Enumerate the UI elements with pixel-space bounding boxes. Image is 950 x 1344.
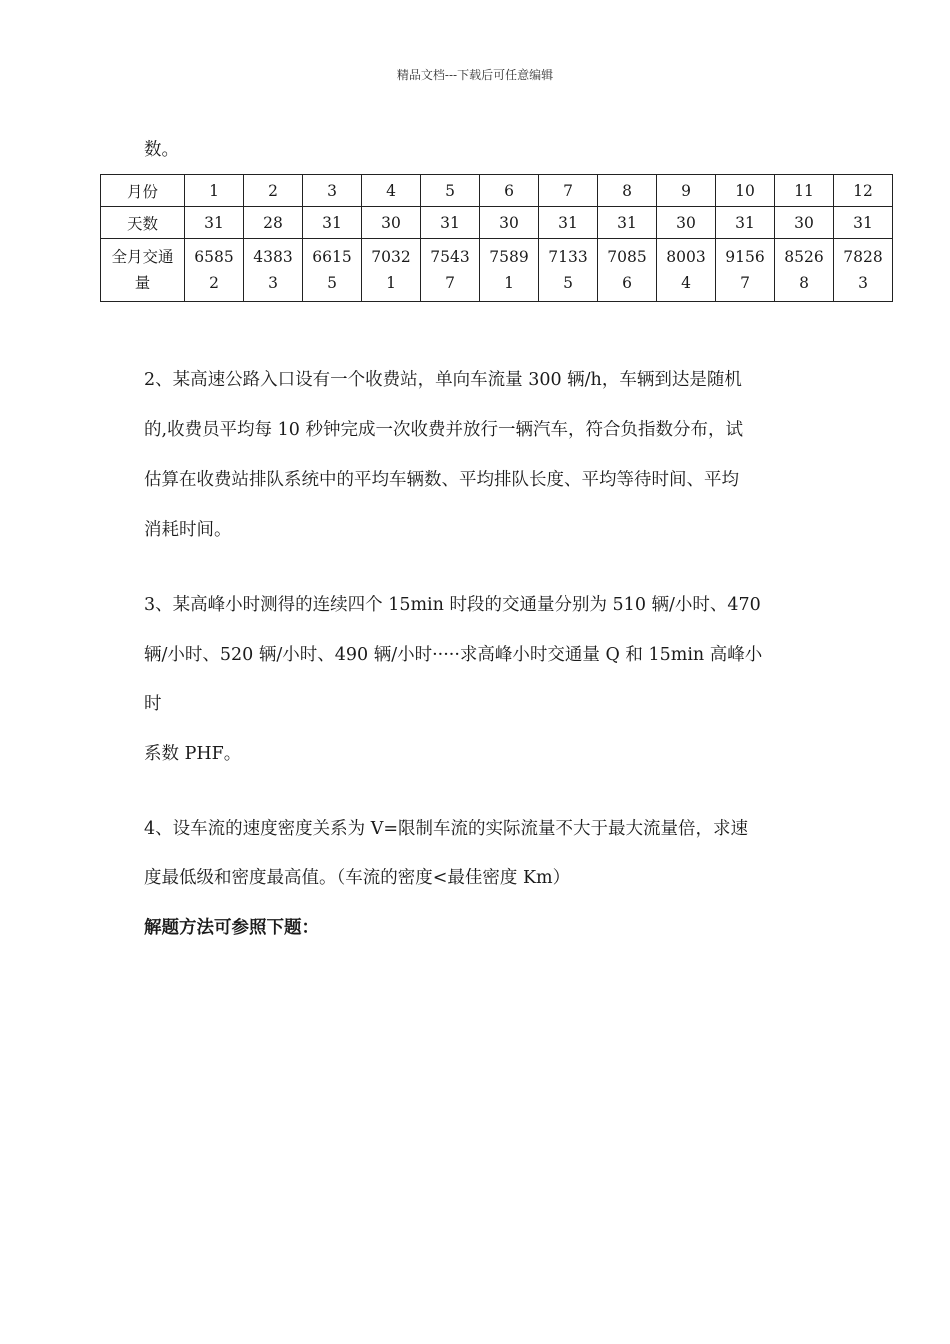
solution-heading: 解题方法可参照下题：: [144, 918, 319, 938]
volume-bottom: 7: [445, 274, 455, 292]
q4-line-2: 度最低级和密度最高值。（车流的密度<最佳密度 Km）: [144, 868, 571, 888]
volume-bottom: 3: [268, 274, 278, 292]
q2-line-3: 估算在收费站排队系统中的平均车辆数、平均排队长度、平均等待时间、平均: [144, 470, 739, 490]
volume-bottom: 3: [858, 274, 868, 292]
volume-top: 6585: [194, 248, 234, 266]
days-cell: 31: [834, 207, 893, 239]
days-cell: 28: [244, 207, 303, 239]
volume-bottom: 5: [563, 274, 573, 292]
days-cell: 31: [539, 207, 598, 239]
month-cell: 8: [598, 175, 657, 207]
volume-top: 7828: [843, 248, 883, 266]
volume-bottom: 1: [504, 274, 514, 292]
month-cell: 11: [775, 175, 834, 207]
volume-cell: [421, 239, 480, 302]
row-label-month: 月份: [101, 175, 185, 207]
intro-tail: 数。: [144, 140, 179, 160]
q3-line-3: 时: [144, 694, 162, 714]
volume-top: 7032: [371, 248, 411, 266]
volume-top: 7543: [430, 248, 470, 266]
days-cell: 30: [775, 207, 834, 239]
days-cell: 30: [657, 207, 716, 239]
month-cell: 4: [362, 175, 421, 207]
q2-line-4: 消耗时间。: [144, 520, 232, 540]
q3-line-1: 3、某高峰小时测得的连续四个 15min 时段的交通量分别为 510 辆/小时、470: [144, 595, 761, 615]
month-cell: 7: [539, 175, 598, 207]
days-cell: 30: [362, 207, 421, 239]
volume-top: 9156: [725, 248, 765, 266]
volume-top: 4383: [253, 248, 293, 266]
volume-cell: [834, 239, 893, 302]
volume-bottom: 6: [622, 274, 632, 292]
volume-top: 6615: [312, 248, 352, 266]
volume-cell: [657, 239, 716, 302]
month-cell: 9: [657, 175, 716, 207]
days-cell: 30: [480, 207, 539, 239]
q3-line-2: 辆/小时、520 辆/小时、490 辆/小时·····求高峰小时交通量 Q 和 15min 高峰小: [144, 645, 763, 665]
volume-cell: [716, 239, 775, 302]
days-cell: 31: [185, 207, 244, 239]
volume-cell: [303, 239, 362, 302]
volume-bottom: 1: [386, 274, 396, 292]
table-row-month: [101, 175, 893, 207]
volume-top: 7589: [489, 248, 529, 266]
q3-line-4: 系数 PHF。: [144, 744, 242, 764]
month-cell: 1: [185, 175, 244, 207]
volume-cell: [185, 239, 244, 302]
volume-top: 8526: [784, 248, 824, 266]
q4-line-1: 4、设车流的速度密度关系为 V=限制车流的实际流量不大于最大流量倍，求速: [144, 819, 748, 839]
volume-cell: [244, 239, 303, 302]
month-cell: 6: [480, 175, 539, 207]
month-cell: 2: [244, 175, 303, 207]
q2-line-2: 的,收费员平均每 10 秒钟完成一次收费并放行一辆汽车，符合负指数分布，试: [144, 420, 743, 440]
volume-top: 7133: [548, 248, 588, 266]
q2-line-1: 2、某高速公路入口设有一个收费站，单向车流量 300 辆/h，车辆到达是随机: [144, 370, 742, 390]
volume-top: 7085: [607, 248, 647, 266]
month-cell: 3: [303, 175, 362, 207]
volume-cell: [362, 239, 421, 302]
days-cell: 31: [598, 207, 657, 239]
volume-cell: [775, 239, 834, 302]
month-cell: 5: [421, 175, 480, 207]
days-cell: 31: [303, 207, 362, 239]
volume-top: 8003: [666, 248, 706, 266]
volume-cell: [539, 239, 598, 302]
month-cell: 10: [716, 175, 775, 207]
volume-bottom: 8: [799, 274, 809, 292]
volume-bottom: 7: [740, 274, 750, 292]
month-cell: 12: [834, 175, 893, 207]
volume-bottom: 5: [327, 274, 337, 292]
volume-bottom: 2: [209, 274, 219, 292]
page-header: 精品文档---下载后可任意编辑: [396, 68, 554, 82]
row-label-days: 天数: [101, 207, 185, 239]
table-row-days: [101, 207, 893, 239]
volume-bottom: 4: [681, 274, 691, 292]
monthly-traffic-table: [100, 174, 893, 302]
days-cell: 31: [421, 207, 480, 239]
table-row-volume: [101, 239, 893, 302]
volume-cell: [598, 239, 657, 302]
volume-cell: [480, 239, 539, 302]
days-cell: 31: [716, 207, 775, 239]
row-label-volume: 全月交通 量: [101, 239, 185, 302]
